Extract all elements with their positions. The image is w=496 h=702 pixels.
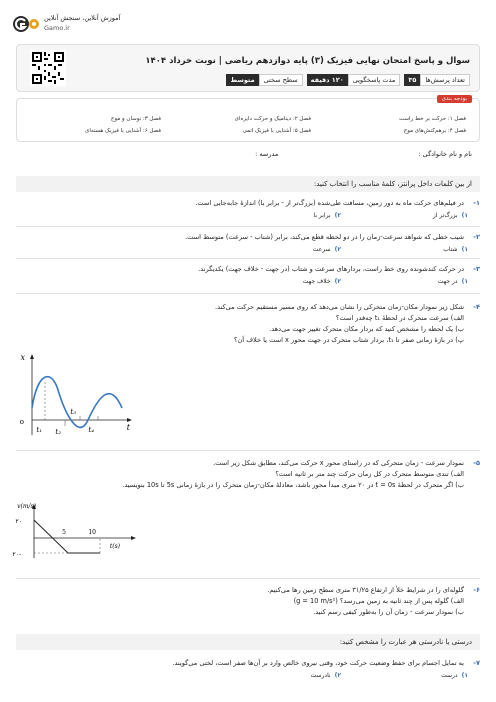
graph-x-arrow xyxy=(127,418,132,422)
question-number: ۴- xyxy=(473,303,480,311)
question-number: ۵- xyxy=(473,459,480,467)
question-text: به تمایل اجسام برای حفظ وضعیت حرکت خود، وقتی نیروی خالص وارد بر آن‌ها صفر است، لختی می‌گویند. xyxy=(172,659,464,667)
graph-t1-label: t₁ xyxy=(36,426,42,434)
question-4 xyxy=(16,302,480,346)
question-number: ۶- xyxy=(473,586,480,594)
question-5 xyxy=(16,458,480,491)
graph-v2-label: -۲۰ xyxy=(12,551,21,558)
topic-item: فصل ۳: نوسان و موج xyxy=(110,116,161,122)
question-line: گلوله‌ای را در شرایط خلأ از ارتفاع ۳۱/۲۵ متری سطح زمین رها می‌کنیم. xyxy=(267,586,464,594)
question-line: شکل زیر نمودار مکان-زمان متحرکی را نشان می‌دهد که روی مسیر مستقیم حرکت می‌کند. xyxy=(215,303,464,311)
question-number: ۱- xyxy=(473,199,480,207)
topic-item: فصل ۲: دینامیک و حرکت دایره‌ای xyxy=(234,116,311,122)
top-bar xyxy=(0,0,496,40)
gamo-logo-icon xyxy=(12,14,40,34)
question-number: ۲- xyxy=(473,233,480,241)
graph-t3-label: t₃ xyxy=(70,408,76,416)
meta-question-count xyxy=(404,74,470,86)
site-name: آموزش آنلاین، سنجش آنلاین xyxy=(44,14,121,22)
meta-label: تعداد پرسش‌ها xyxy=(420,74,470,86)
divider xyxy=(16,226,480,227)
graph-x-arrow xyxy=(131,536,136,540)
option-2[interactable]: ۲) برابر با xyxy=(313,212,341,219)
graph-t2-label: t₂ xyxy=(55,428,61,436)
question-line: ب) یک لحظه را مشخص کنید که بردار مکان متحرک تغییر جهت می‌دهد. xyxy=(269,325,464,333)
meta-value: متوسط xyxy=(226,74,258,86)
option-true[interactable]: ۱) درست xyxy=(441,672,468,679)
graph-y-arrow xyxy=(30,354,34,359)
graph-y-label: v(m/s) xyxy=(17,503,36,510)
question-text: شیب خطی که شواهد سرعت-زمان را در دو لحظه قطع می‌کند، برابر (شتاب - سرعت) متوسط است. xyxy=(185,233,464,241)
topic-item: فصل ۵: آشنایی با فیزیک اتمی xyxy=(242,128,311,134)
graph-t10-label: 10 xyxy=(88,529,96,536)
topic-item: فصل ۶: آشنایی با فیزیک هسته‌ای xyxy=(85,128,161,134)
option-false[interactable]: ۲) نادرست xyxy=(310,672,341,679)
option-1[interactable]: ۱) بزرگ‌تر از xyxy=(432,212,468,219)
option-2[interactable]: ۲) خلاف جهت xyxy=(302,278,341,285)
exam-meta xyxy=(226,74,470,86)
question-7 xyxy=(16,658,480,669)
option-2[interactable]: ۲) سرعت xyxy=(312,246,341,253)
divider xyxy=(16,450,480,451)
divider xyxy=(16,293,480,294)
question-line: پ) در بازهٔ زمانی صفر تا t₁، بردار شتاب متحرک در جهت محور x است یا خلاف آن؟ xyxy=(233,336,464,344)
graph-x-label: t xyxy=(126,423,130,432)
meta-label: سطح سختی xyxy=(259,74,303,86)
meta-value: ۱۲۰ دقیقه xyxy=(307,74,348,86)
question-line: الف) سرعت متحرک در لحظهٔ t₁ چه‌قدر است؟ xyxy=(335,314,464,322)
student-name-label: نام و نام خانوادگی : xyxy=(418,150,472,158)
graph-y-label: x xyxy=(20,353,25,362)
question-line: نمودار سرعت - زمان متحرکی که در راستای محور x حرکت می‌کند، مطابق شکل زیر است. xyxy=(213,459,464,467)
question-number: ۳- xyxy=(473,265,480,273)
section-true-false: درستی یا نادرستی هر عبارت را مشخص کنید: xyxy=(16,634,480,650)
graph-v1-label: ۲۰ xyxy=(15,518,22,525)
question-number: ۷- xyxy=(473,659,480,667)
question-line: الف) تندی متوسط متحرک در کل زمان حرکت چند متر بر ثانیه است؟ xyxy=(275,470,464,478)
meta-duration xyxy=(307,74,401,86)
graph-line xyxy=(34,520,100,553)
qr-code-icon[interactable] xyxy=(30,50,66,86)
question-line: ب) نمودار سرعت - زمان آن را به‌طور کیفی رسم کنید. xyxy=(313,608,464,616)
question-3 xyxy=(16,264,480,275)
topic-item: فصل ۱: حرکت بر خط راست xyxy=(399,116,466,122)
question-line: الف) گلوله پس از چند ثانیه به زمین می‌رسد؟ (g = 10 m/s²) xyxy=(293,597,464,605)
divider xyxy=(16,258,480,259)
school-label: مدرسه : xyxy=(255,150,279,158)
question-6 xyxy=(16,585,480,618)
graph-x-label: t(s) xyxy=(109,543,120,550)
student-info xyxy=(255,150,472,158)
meta-difficulty xyxy=(226,74,302,86)
question-2 xyxy=(16,232,480,243)
meta-label: مدت پاسخگویی xyxy=(348,74,401,86)
topic-item: فصل ۴: برهم‌کنش‌های موج xyxy=(403,128,466,134)
graph-t4-label: t₄ xyxy=(88,426,94,434)
section-choose-word: از بین کلمات داخل پرانتز، کلمهٔ مناسب را انتخاب کنید: xyxy=(16,176,480,192)
question-text: در فیلم‌های حرکت ماه به دور زمین، مسافت طی‌شده (بزرگ‌تر از - برابر با) اندازهٔ جابه‌جایی است. xyxy=(195,199,464,207)
exam-title: سوال و پاسخ امتحان نهایی فیزیک (۳) پایه دوازدهم ریاضی | نوبت خرداد ۱۴۰۴ xyxy=(145,56,470,66)
graph-t5-label: 5 xyxy=(62,529,66,536)
velocity-time-graph xyxy=(12,500,145,560)
divider xyxy=(16,578,480,579)
question-1 xyxy=(16,198,480,209)
option-1[interactable]: ۱) شتاب xyxy=(443,246,468,253)
option-1[interactable]: ۱) در جهت xyxy=(437,278,468,285)
topics-tag: بودجه بندی xyxy=(437,95,472,103)
site-url[interactable]: Gamo.ir xyxy=(44,24,70,32)
position-time-graph xyxy=(20,350,140,440)
question-line: ب) اگر متحرک در لحظهٔ t = 0s در ۲۰ متری مبدأ محور باشد، معادلهٔ مکان-زمان متحرک را در بازهٔ زمانی 5s تا 10s بنویسید. xyxy=(122,481,464,489)
graph-origin: o xyxy=(19,418,24,426)
question-text: در حرکت کندشونده روی خط راست، بردارهای سرعت و شتاب (در جهت - خلاف جهت) یکدیگرند. xyxy=(198,265,464,273)
meta-value: ۳۵ xyxy=(404,74,420,86)
